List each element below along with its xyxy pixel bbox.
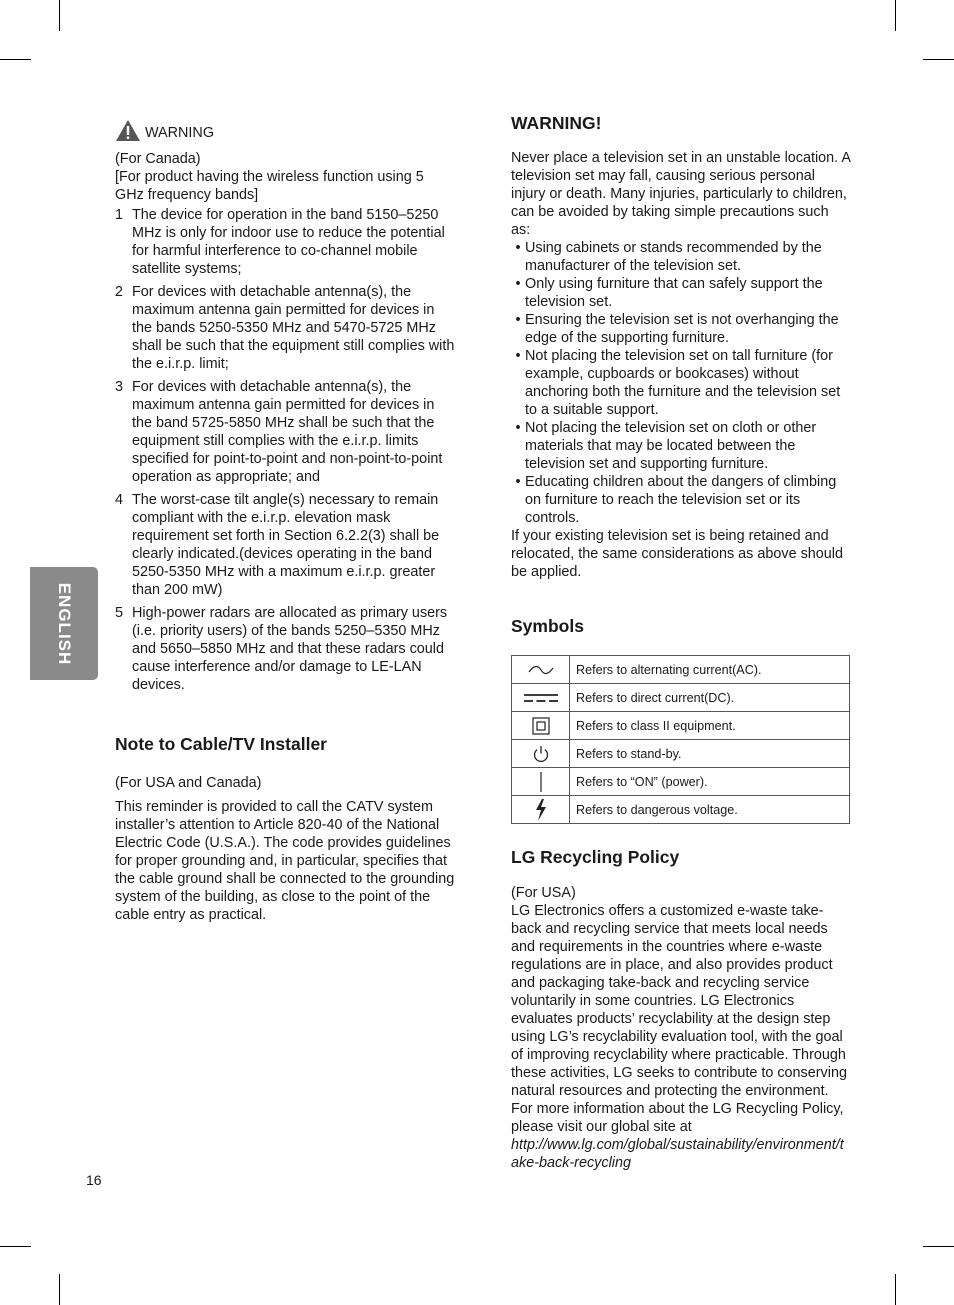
table-row: [512, 740, 850, 768]
table-row: [512, 684, 850, 712]
page-number: 16: [86, 1172, 102, 1188]
ac-wave-icon: [528, 664, 554, 676]
item-number: 5: [115, 605, 124, 621]
bullet-text: Using cabinets or stands recommended by the manufacturer of the television set.: [525, 240, 822, 274]
canada-warning-heading: [115, 116, 455, 142]
on-line-icon: [539, 772, 543, 792]
left-column: [115, 116, 455, 924]
list-item: • Only using furniture that can safely support the television set.: [511, 275, 851, 311]
list-item: [115, 206, 455, 278]
recycling-url-link[interactable]: http://www.lg.com/global/sustainability/environment/take-back-recycling: [511, 1137, 844, 1171]
symbol-description: Refers to “ON” (power).: [570, 768, 850, 796]
warning-label: WARNING: [145, 125, 215, 141]
symbol-description: Refers to alternating current(AC).: [570, 656, 850, 684]
list-item: • Ensuring the television set is not overhanging the edge of the supporting furniture.: [511, 311, 851, 347]
crop-mark: [923, 59, 954, 60]
table-row: [512, 796, 850, 824]
table-row: [512, 768, 850, 796]
item-text: For devices with detachable antenna(s), the maximum antenna gain permitted for devices in the bands 5250-5350 MHz and 5470-5725 MHz shall be such that the equipment still complies with the e.i.r.p. limit;: [132, 284, 455, 372]
item-text: The worst-case tilt angle(s) necessary to remain compliant with the e.i.r.p. elevation mask requirement set forth in Section 6.2.2(3) shall be clearly indicated.(devices operating in the band 5250-5350 MHz with a maximum e.i.r.p. greater than 200 mW): [132, 492, 440, 598]
symbol-description: Refers to dangerous voltage.: [570, 796, 850, 824]
bullet-text: Not placing the television set on tall furniture (for example, cupboards or bookcases) without anchoring both the furniture and the television set to a suitable support.: [525, 348, 841, 418]
warning-triangle-icon: [115, 119, 141, 142]
language-label: ENGLISH: [55, 582, 74, 665]
crop-mark: [59, 1274, 60, 1305]
bullet-text: Not placing the television set on cloth or other materials that may be located between the television set and supporting furniture.: [525, 420, 817, 472]
list-item: [115, 491, 455, 599]
table-row: [512, 656, 850, 684]
tv-warning-heading: WARNING!: [511, 113, 602, 133]
item-number: 4: [115, 492, 124, 508]
crop-mark: [0, 1246, 31, 1247]
lightning-bolt-icon: [535, 799, 547, 821]
bullet-text: Ensuring the television set is not overhanging the edge of the supporting furniture.: [525, 312, 839, 346]
item-text: For devices with detachable antenna(s), the maximum antenna gain permitted for devices in the band 5725-5850 MHz shall be such that the equipment still complies with the e.i.r.p. limits specified for point-to-point and non-point-to-point operation as appropriate; and: [132, 379, 443, 485]
tv-warning-intro: Never place a television set in an unstable location. A television set may fall, causing serious personal injury or death. Many injuries, particularly to children, can be avoided by taking simple precautions such as:: [511, 150, 851, 238]
standby-power-icon: [532, 745, 550, 763]
cable-installer-region: (For USA and Canada): [115, 775, 262, 791]
recycling-region: (For USA): [511, 885, 576, 901]
cable-installer-heading: Note to Cable/TV Installer: [115, 734, 327, 754]
bullet-text: Only using furniture that can safely support the television set.: [525, 276, 823, 310]
item-number: 3: [115, 379, 124, 395]
recycling-more-info: For more information about the LG Recycling Policy, please visit our global site at: [511, 1101, 844, 1135]
list-item: • Not placing the television set on tall furniture (for example, cupboards or bookcases) without anchoring both the furniture and the television set to a suitable support.: [511, 347, 851, 419]
crop-mark: [895, 0, 896, 31]
tv-warning-outro: If your existing television set is being retained and relocated, the same considerations as above should be applied.: [511, 528, 843, 580]
list-item: [115, 378, 455, 486]
crop-mark: [59, 0, 60, 31]
list-item: • Not placing the television set on cloth or other materials that may be located between the television set and supporting furniture.: [511, 419, 851, 473]
canada-intro-scope: [For product having the wireless function using 5 GHz frequency bands]: [115, 169, 424, 203]
tv-precautions-list: [511, 239, 851, 527]
canada-requirements-list: [115, 206, 455, 694]
symbol-description: Refers to direct current(DC).: [570, 684, 850, 712]
dc-lines-icon: [524, 693, 558, 703]
recycling-text: LG Electronics offers a customized e-waste take-back and recycling service that meets local needs and requirements in the countries where e-waste regulations are in place, and also provides product and packaging take-back and recycling service voluntarily in some countries. LG Electronics evaluates products’ recyclability at the design step using LG’s recyclability evaluation tool, with the goal of improving recyclability where practicable. Through these activities, LG seeks to contribute to conserving natural resources and protecting the environment.: [511, 903, 847, 1099]
list-item: [115, 604, 455, 694]
language-side-tab: [30, 567, 98, 680]
recycling-heading: LG Recycling Policy: [511, 847, 680, 867]
symbols-table: [511, 655, 850, 824]
symbols-heading: Symbols: [511, 616, 584, 636]
item-text: High-power radars are allocated as primary users (i.e. priority users) of the bands 5250–5350 MHz and 5650–5850 MHz and that these radars could cause interference and/or damage to LE-LAN devices.: [132, 605, 448, 693]
list-item: • Educating children about the dangers of climbing on furniture to reach the television set or its controls.: [511, 473, 851, 527]
class-ii-square-icon: [532, 717, 550, 735]
cable-installer-text: This reminder is provided to call the CATV system installer’s attention to Article 820-40 of the National Electric Code (U.S.A.). The code provides guidelines for proper grounding and, in particular, specifies that the cable ground shall be connected to the grounding system of the building, as close to the point of the cable entry as practical.: [115, 799, 455, 923]
list-item: • Using cabinets or stands recommended by the manufacturer of the television set.: [511, 239, 851, 275]
right-column: [511, 112, 851, 1172]
crop-mark: [895, 1274, 896, 1305]
crop-mark: [923, 1246, 954, 1247]
item-number: 2: [115, 284, 124, 300]
canada-intro-region: (For Canada): [115, 151, 201, 167]
item-text: The device for operation in the band 5150–5250 MHz is only for indoor use to reduce the potential for harmful interference to co-channel mobile satellite systems;: [132, 207, 445, 277]
bullet-text: Educating children about the dangers of climbing on furniture to reach the television set or its controls.: [525, 474, 837, 526]
list-item: [115, 283, 455, 373]
item-number: 1: [115, 207, 124, 223]
symbol-description: Refers to stand-by.: [570, 740, 850, 768]
symbol-description: Refers to class II equipment.: [570, 712, 850, 740]
crop-mark: [0, 59, 31, 60]
table-row: [512, 712, 850, 740]
